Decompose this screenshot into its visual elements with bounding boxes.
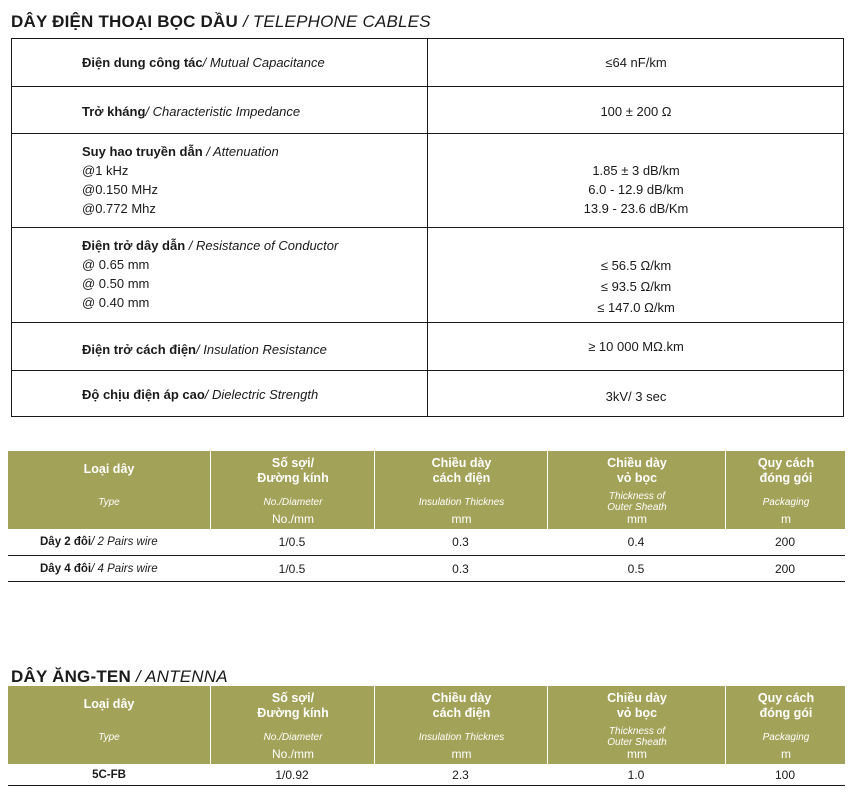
cell-diameter: 1/0.5 <box>278 561 306 576</box>
header-col-sheath: Chiều dày vỏ bọc Thickness of Outer Sheath mm <box>547 686 726 764</box>
spec-sub: @0.150 MHz <box>82 182 159 197</box>
cell-sheath: 0.4 <box>627 535 645 549</box>
spec-sub: @1 kHz <box>82 163 129 178</box>
spec-values <box>429 161 843 218</box>
spec-value: ≤ 56.5 Ω/km <box>600 258 672 273</box>
cell-sheath: 1.0 <box>627 767 645 782</box>
spec-row-insulation <box>12 323 843 371</box>
cell-insulation: 0.3 <box>452 561 469 576</box>
header-col-insulation: Chiều dày cách điện Insulation Thicknes mm <box>374 451 548 529</box>
spec-label: Trở kháng/ Characteristic Impedance <box>82 104 301 119</box>
header-col-type: Loại dây Type <box>83 462 135 508</box>
spec-sub: @0.772 Mhz <box>82 201 156 216</box>
table-row <box>8 529 845 556</box>
header-col-diameter: Số sợi/ Đường kính No./Diameter No./mm <box>210 451 375 529</box>
spec-sub: @ 0.40 mm <box>82 295 150 310</box>
header-col-diameter: Số sợi/ Đường kính No./Diameter No./mm <box>210 686 375 764</box>
spec-row-impedance <box>12 87 843 134</box>
title-bold: DÂY ĐIỆN THOẠI BỌC DẦU <box>11 12 238 31</box>
cell-diameter: 1/0.92 <box>275 767 309 782</box>
cell-type: 5C-FB <box>92 768 126 781</box>
spec-value: 100 ± 200 Ω <box>600 104 672 119</box>
cell-insulation: 2.3 <box>452 767 469 782</box>
cell-type: Dây 2 đôi / 2 Pairs wire <box>40 536 158 548</box>
spec-value: ≤ 147.0 Ω/km <box>597 300 675 315</box>
spec-value: ≤64 nF/km <box>605 55 667 70</box>
spec-value: 13.9 - 23.6 dB/Km <box>583 201 689 216</box>
spec-row-attenuation <box>12 134 843 228</box>
spec-label: Suy hao truyền dẫn / Attenuation @1 kHz @0.150 MHz @0.772 Mhz <box>82 144 279 216</box>
title-bold: DÂY ĂNG-TEN <box>11 667 131 686</box>
header-col-type: Loại dây Type <box>83 697 135 743</box>
spec-sub: @ 0.50 mm <box>82 276 150 291</box>
spec-values <box>429 255 843 318</box>
header-col-insulation: Chiều dày cách điện Insulation Thicknes mm <box>374 686 548 764</box>
spec-label: Điện dung công tác/ Mutual Capacitance <box>82 55 325 70</box>
spec-label: Điện trở dây dẫn / Resistance of Conductor @ 0.65 mm @ 0.50 mm @ 0.40 mm <box>82 238 339 310</box>
header-col-sheath: Chiều dày vỏ bọc Thickness of Outer Sheath mm <box>547 451 726 529</box>
spec-value: 3kV/ 3 sec <box>605 389 667 404</box>
header-col-packaging: Quy cách đóng gói Packaging m <box>725 451 846 529</box>
cell-packaging: 200 <box>774 561 796 576</box>
table-header <box>8 686 845 764</box>
cell-type: Dây 4 đôi / 4 Pairs wire <box>40 562 158 575</box>
cell-diameter: 1/0.5 <box>278 535 306 549</box>
spec-label: Điện trở cách điện/ Insulation Resistance <box>82 342 327 357</box>
title-italic: / TELEPHONE CABLES <box>242 12 431 31</box>
spec-value: ≤ 93.5 Ω/km <box>600 279 672 294</box>
table-header <box>8 451 845 529</box>
cell-packaging: 100 <box>774 767 796 782</box>
spec-row-dielectric <box>12 371 843 416</box>
spec-value: 6.0 - 12.9 dB/km <box>588 182 684 197</box>
spec-value: ≥ 10 000 MΩ.km <box>588 339 684 354</box>
spec-label: Độ chịu điện áp cao/ Dielectric Strength <box>82 387 319 402</box>
spec-value: 1.85 ± 3 dB/km <box>592 163 680 178</box>
table-row <box>8 764 845 786</box>
section-title-telephone <box>11 12 431 32</box>
spec-table <box>11 38 844 417</box>
cell-sheath: 0.5 <box>627 561 645 576</box>
spec-row-capacitance <box>12 39 843 87</box>
spec-sub: @ 0.65 mm <box>82 257 150 272</box>
title-italic: / ANTENNA <box>135 667 228 686</box>
cell-insulation: 0.3 <box>452 535 469 549</box>
spec-row-resistance <box>12 228 843 323</box>
section-title-antenna <box>11 667 228 687</box>
antenna-cable-table <box>8 686 845 786</box>
telephone-cable-table <box>8 451 845 582</box>
table-row <box>8 556 845 582</box>
header-col-packaging: Quy cách đóng gói Packaging m <box>725 686 846 764</box>
cell-packaging: 200 <box>774 535 796 549</box>
